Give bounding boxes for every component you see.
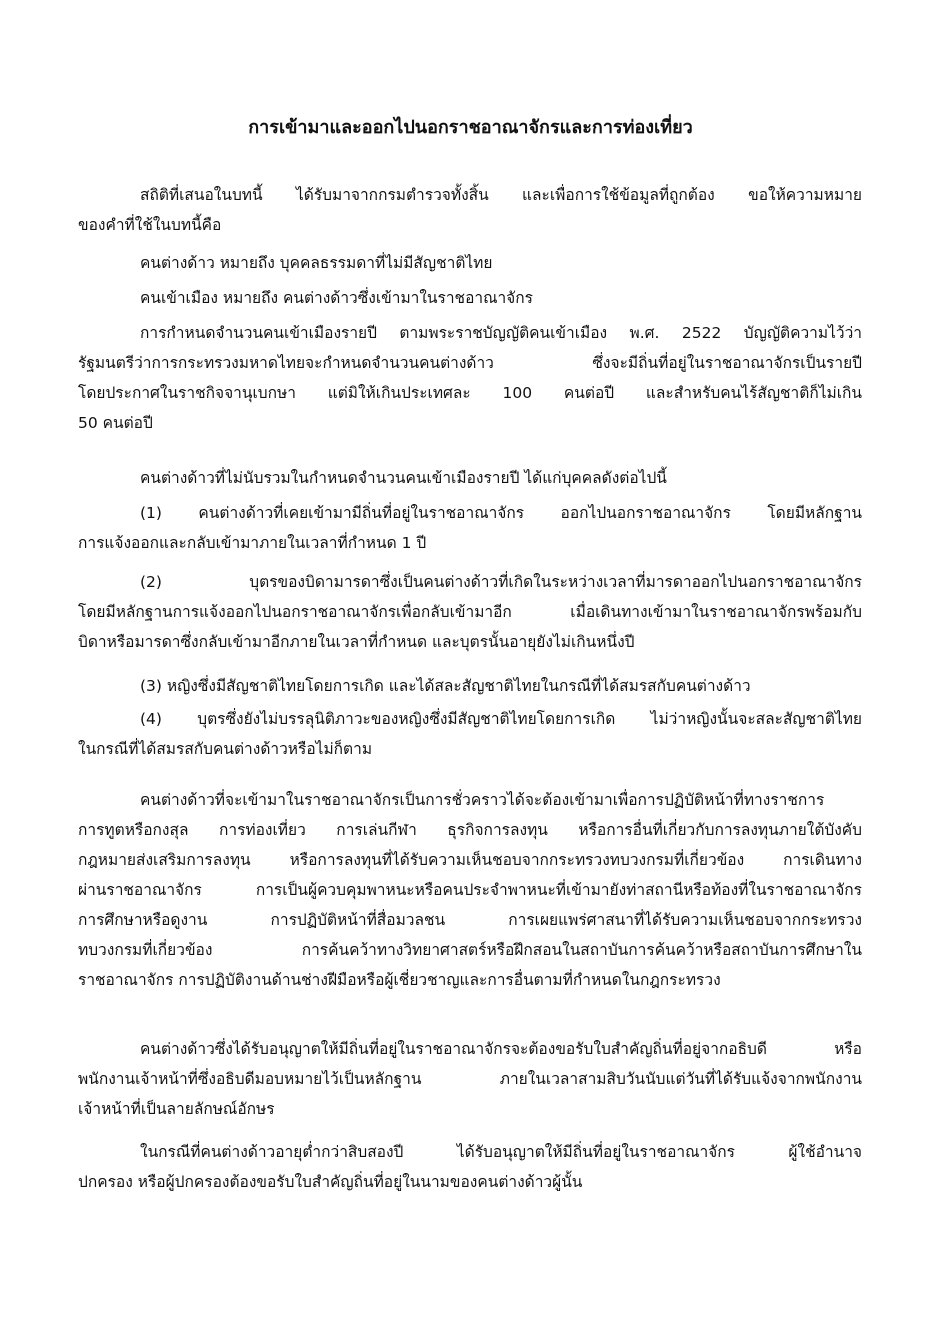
temporary-line-6: ทบวงกรมที่เกี่ยวข้อง การค้นคว้าทางวิทยาศาสตร์หรือฝึกสอนในสถาบันการค้นคว้าหรือสถาบันการศึกษาใน <box>78 941 862 959</box>
minor-paragraph <box>78 1137 862 1197</box>
temporary-line-1: คนต่างด้าวที่จะเข้ามาในราชอาณาจักรเป็นการชั่วคราวได้จะต้องเข้ามาเพื่อการปฏิบัติหน้าที่ทางราชการ <box>140 791 825 809</box>
definition-immigrant-text: คนเข้าเมือง หมายถึง คนต่างด้าวซึ่งเข้ามาในราชอาณาจักร <box>140 289 533 307</box>
exempt-item-2-line-3: บิดาหรือมารดาซึ่งกลับเข้ามาอีกภายในเวลาที่กำหนด และบุตรนั้นอายุยังไม่เกินหนึ่งปี <box>78 633 635 651</box>
exempt-item-3-line-1: (3) หญิงซึ่งมีสัญชาติไทยโดยการเกิด และได้สละสัญชาติไทยในกรณีที่ได้สมรสกับคนต่างด้าว <box>140 677 751 695</box>
definition-alien <box>78 248 862 278</box>
residence-paragraph <box>78 1034 862 1124</box>
page-title: การเข้ามาและออกไปนอกราชอาณาจักรและการท่องเที่ยว <box>248 117 693 138</box>
definition-alien-text: คนต่างด้าว หมายถึง บุคคลธรรมดาที่ไม่มีสัญชาติไทย <box>140 254 493 272</box>
exempt-item-4-line-2: ในกรณีที่ได้สมรสกับคนต่างด้าวหรือไม่ก็ตาม <box>78 740 373 758</box>
quota-line-4: 50 คนต่อปี <box>78 414 153 432</box>
minor-line-2: ปกครอง หรือผู้ปกครองต้องขอรับใบสำคัญถิ่นที่อยู่ในนามของคนต่างด้าวผู้นั้น <box>78 1173 583 1191</box>
exempt-item-1-line-2: การแจ้งออกและกลับเข้ามาภายในเวลาที่กำหนด 1 ปี <box>78 534 427 552</box>
exempt-item-3 <box>78 671 862 701</box>
quota-paragraph <box>78 318 862 438</box>
quota-line-1: การกำหนดจำนวนคนเข้าเมืองรายปี ตามพระราชบัญญัติคนเข้าเมือง พ.ศ. 2522 บัญญัติความไว้ว่า <box>140 324 862 342</box>
temporary-line-4: ผ่านราชอาณาจักร การเป็นผู้ควบคุมพาหนะหรือคนประจำพาหนะที่เข้ามายังท่าสถานีหรือท้องที่ในราชอาณาจักร <box>78 881 862 899</box>
residence-line-2: พนักงานเจ้าหน้าที่ซึ่งอธิบดีมอบหมายไว้เป็นหลักฐาน ภายในเวลาสามสิบวันนับแต่วันที่ได้รับแจ้งจากพนักงาน <box>78 1070 862 1088</box>
intro-line-2: ของคำที่ใช้ในบทนี้คือ <box>78 216 222 234</box>
definition-immigrant <box>78 283 862 313</box>
exempt-item-2-line-1: (2) บุตรของบิดามารดาซึ่งเป็นคนต่างด้าวที่เกิดในระหว่างเวลาที่มารดาออกไปนอกราชอาณาจักร <box>140 573 862 591</box>
exempt-heading <box>78 463 862 493</box>
intro-paragraph <box>78 180 862 240</box>
exempt-item-4-line-1: (4) บุตรซึ่งยังไม่บรรลุนิติภาวะของหญิงซึ่งมีสัญชาติไทยโดยการเกิด ไม่ว่าหญิงนั้นจะสละสัญชาติไทย <box>140 710 862 728</box>
quota-line-2: รัฐมนตรีว่าการกระทรวงมหาดไทยจะกำหนดจำนวนคนต่างด้าว ซึ่งจะมีถิ่นที่อยู่ในราชอาณาจักรเป็นรายปี <box>78 354 862 372</box>
exempt-item-2-line-2: โดยมีหลักฐานการแจ้งออกไปนอกราชอาณาจักรเพื่อกลับเข้ามาอีก เมื่อเดินทางเข้ามาในราชอาณาจักรพร้อมกับ <box>78 603 862 621</box>
temporary-line-7: ราชอาณาจักร การปฏิบัติงานด้านช่างฝีมือหรือผู้เชี่ยวชาญและการอื่นตามที่กำหนดในกฎกระทรวง <box>78 971 721 989</box>
exempt-item-4 <box>78 704 862 764</box>
residence-line-3: เจ้าหน้าที่เป็นลายลักษณ์อักษร <box>78 1100 275 1118</box>
minor-line-1: ในกรณีที่คนต่างด้าวอายุต่ำกว่าสิบสองปี ได้รับอนุญาตให้มีถิ่นที่อยู่ในราชอาณาจักร ผู้ใช้อำนาจ <box>140 1143 862 1161</box>
exempt-item-1 <box>78 498 862 558</box>
temporary-line-3: กฎหมายส่งเสริมการลงทุน หรือการลงทุนที่ได้รับความเห็นชอบจากกระทรวงทบวงกรมที่เกี่ยวข้อง การเดินทาง <box>78 851 862 869</box>
exempt-item-1-line-1: (1) คนต่างด้าวที่เคยเข้ามามีถิ่นที่อยู่ในราชอาณาจักร ออกไปนอกราชอาณาจักร โดยมีหลักฐาน <box>140 504 862 522</box>
residence-line-1: คนต่างด้าวซึ่งได้รับอนุญาตให้มีถิ่นที่อยู่ในราชอาณาจักรจะต้องขอรับใบสำคัญถิ่นที่อยู่จากอธิบดี หรือ <box>140 1040 862 1058</box>
exempt-heading-text: คนต่างด้าวที่ไม่นับรวมในกำหนดจำนวนคนเข้าเมืองรายปี ได้แก่บุคคลดังต่อไปนี้ <box>140 469 667 487</box>
exempt-item-2 <box>78 567 862 657</box>
quota-line-3: โดยประกาศในราชกิจจานุเบกษา แต่มิให้เกินประเทศละ 100 คนต่อปี และสำหรับคนไร้สัญชาติก็ไม่เกิน <box>78 384 862 402</box>
temporary-paragraph <box>78 785 862 995</box>
temporary-line-5: การศึกษาหรือดูงาน การปฏิบัติหน้าที่สื่อมวลชน การเผยแพร่ศาสนาที่ได้รับความเห็นชอบจากกระทรวง <box>78 911 862 929</box>
temporary-line-2: การทูตหรือกงสุล การท่องเที่ยว การเล่นกีฬา ธุรกิจการลงทุน หรือการอื่นที่เกี่ยวกับการลงทุนภายใต้บังคับ <box>78 821 862 839</box>
intro-line-1: สถิติที่เสนอในบทนี้ ได้รับมาจากกรมตำรวจทั้งสิ้น และเพื่อการใช้ข้อมูลที่ถูกต้อง ขอให้ความหมาย <box>140 186 862 204</box>
